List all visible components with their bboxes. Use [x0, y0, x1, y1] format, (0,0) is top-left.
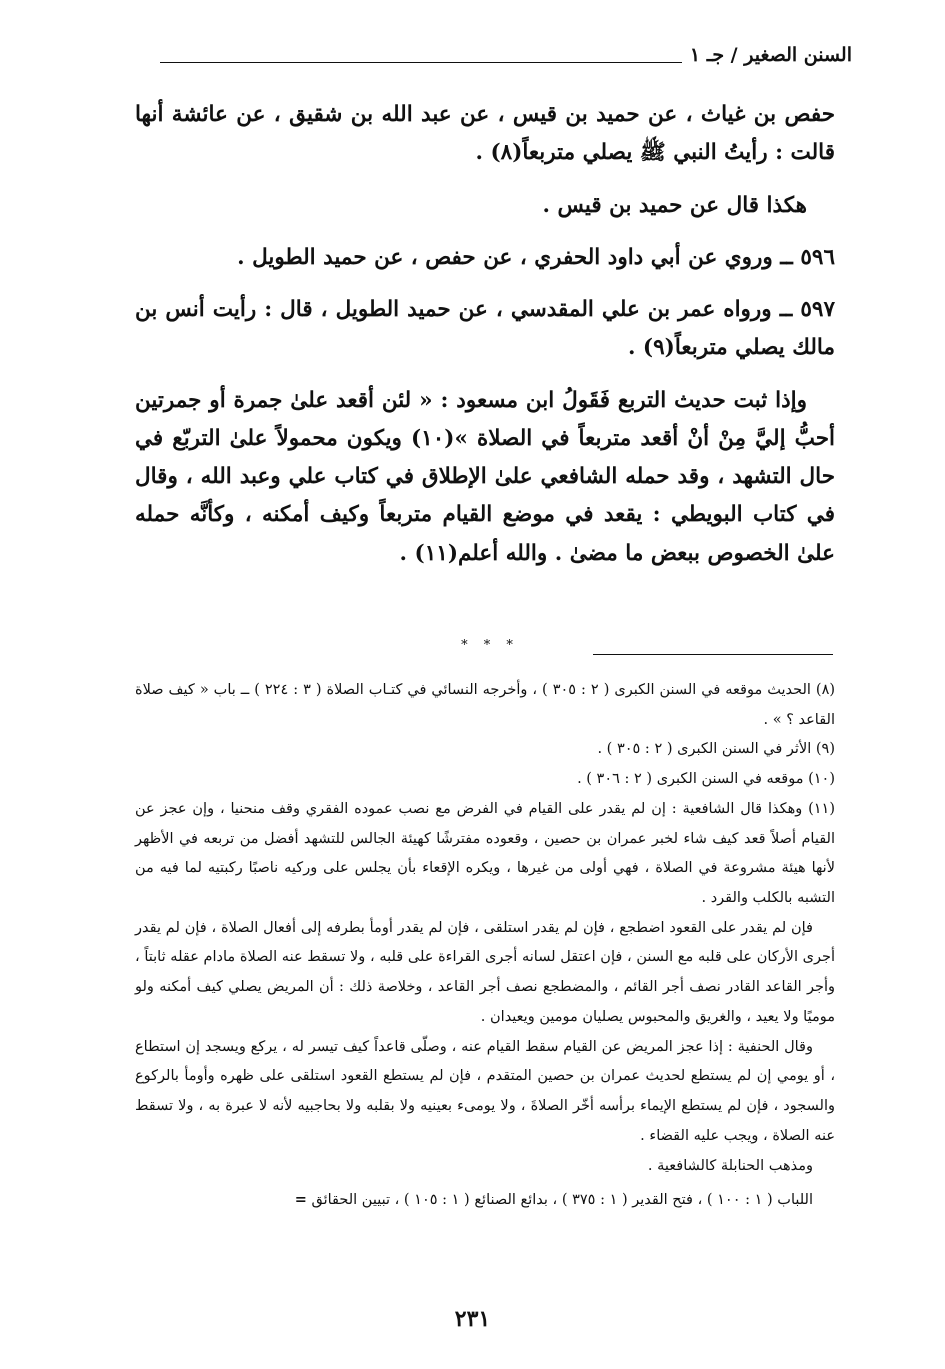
footnote-11-hanafi: وقال الحنفية : إذا عجز المريض عن القيام سقط القيام عنه ، وصلّى قاعداً كيف تيسر له ، يركع ويسجد إن استطاع ، أو يومي إن لم يستطع لحديث عمران بن حصين المتقدم ، فإن لم يستطع القعود استلقى على ظهره وأومأ بالركوع والسجود ، فإن لم يستطع الإيماء برأسه أخّر الصلاةَ ، ولا يومىء بعينيه ولا بقلبه ولا بحاجبيه لأنه لا عبرة به ، ولا تسقط عنه الصلاة ، ويجب عليه القضاء .	[135, 1038, 835, 1144]
reference-list: اللباب ( ١ : ١٠٠ ) ، فتح القدير ( ١ : ٣٧٥ ) ، بدائع الصنائع ( ١ : ١٠٥ ) ، تبيين الحقائق	[311, 1192, 813, 1209]
footnote-11: (١١) وهكذا قال الشافعية : إن لم يقدر على القيام في الفرض مع نصب عموده الفقري وقف منحنيا ، وإن عجز عن القيام أصلاً قعد كيف شاء لخبر عمران بن حصين ، وقعوده مفترشًا كهيئة الجالس للتشهد أفضل من تربعه في الأظهر لأنها هيئة مشروعة في الصلاة ، فهي أولى من غيرها ، ويكره الإقعاء بأن يجلس على وركيه ناصبًا ركبتيه لما فيه من التشبه بالكلب والقرد .	[135, 800, 835, 907]
footnote-11-hanbali: ومذهب الحنابلة كالشافعية .	[647, 1157, 813, 1174]
paragraph-note: هكذا قال عن حميد بن قيس .	[542, 192, 807, 218]
hadith-text: ــ وروي عن أبي داود الحفري ، عن حفص ، عن حميد الطويل .	[237, 244, 793, 270]
running-header	[160, 42, 852, 76]
hadith-number: ٥٩٧	[800, 297, 835, 323]
page-number: ٢٣١	[454, 1306, 491, 1332]
footnotes	[135, 676, 835, 1216]
main-text	[135, 96, 835, 587]
section-separator: * * *	[461, 638, 519, 653]
paragraph-hadith-aisha: حفص بن غياث ، عن حميد بن قيس ، عن عبد الله بن شقيق ، عن عائشة أنها قالت : رأيتُ النبي ﷺ يصلي متربعاً(٨) .	[135, 102, 835, 166]
hadith-text: ــ ورواه عمر بن علي المقدسي ، عن حميد الطويل ، قال : رأيت أنس بن مالك يصلي متربعاً(٩) .	[135, 297, 835, 361]
footnote-8: (٨) الحديث موقعه في السنن الكبرى ( ٢ : ٣٠٥ ) ، وأخرجه النسائي في كتـاب الصلاة ( ٣ : ٢٢٤ ) ــ باب « كيف صلاة القاعد ؟ » .	[135, 682, 836, 728]
paragraph-597	[135, 291, 835, 368]
paragraph-596	[135, 239, 835, 277]
paragraph-commentary: وإذا ثبت حديث التربع فَقَولُ ابن مسعود : « لئن أقعد علىٰ جمرة أو جمرتين أحبُّ إليَّ مِنْ أنْ أقعد متربعاً في الصلاة »(١٠) ويكون محمولاً علىٰ التربّع في حال التشهد ، وقد حمله الشافعي علىٰ الإطلاق في كتاب علي وعبد الله ، وقال في كتاب البويطي : يقعد في موضع القيام متربعاً وكيف أمكنه ، وكأنَّه حمله علىٰ الخصوص ببعض ما مضىٰ . والله أعلم(١١) .	[135, 387, 835, 566]
hadith-number: ٥٩٦	[800, 244, 835, 270]
footnote-10: (١٠) موقعه في السنن الكبرى ( ٢ : ٣٠٦ ) .	[577, 771, 835, 788]
footnote-11-continued: فإن لم يقدر على القعود اضطجع ، فإن لم يقدر استلقى ، فإن لم يقدر أومأ بطرفه إلى أفعال الصلاة ، فإن لم يقدر أجرى الأركان على قلبه مع السنن ، فإن اعتقل لسانه أجرى القراءة على قلبه ، ولا تسقط عنه الصلاة مادام عقله ثابتاً ، وأجر القاعد القادر نصف أجر القائم ، والمضطجع نصف أجر القاعد ، وخلاصة ذلك : أن المريض يصلي كيف أمكنه ولو موميًا ولا يعيد ، والغريق والمحبوس يصليان مومين ويعيدان .	[135, 919, 835, 1025]
header-rule	[160, 62, 682, 63]
continuation-mark: =	[294, 1191, 307, 1209]
footnote-9: (٩) الأثر في السنن الكبرى ( ٢ : ٣٠٥ ) .	[597, 741, 835, 758]
header-title: السنن الصغير / جـ ١	[689, 44, 852, 66]
footnote-rule	[593, 654, 833, 655]
footnote-references	[135, 1185, 835, 1216]
